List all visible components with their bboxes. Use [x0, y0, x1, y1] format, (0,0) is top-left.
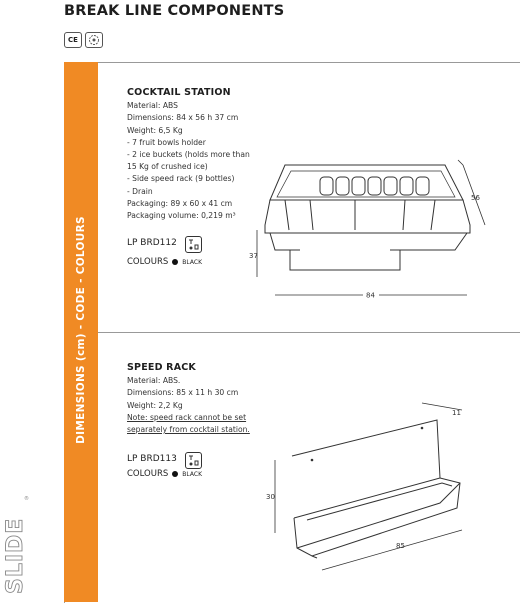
certification-marks [64, 32, 103, 48]
colours-label: COLOURS [127, 469, 169, 479]
svg-text:®: ® [24, 496, 29, 502]
product-code: LP BRD113 [127, 454, 177, 464]
cocktail-station-drawing [245, 155, 495, 305]
product-pictogram-icon [185, 452, 202, 469]
product-pictogram-icon [185, 236, 202, 253]
spec-line: - Drain [127, 186, 153, 196]
spec-line: Dimensions: 84 x 56 h 37 cm [127, 113, 239, 123]
spec-line: Material: ABS [127, 101, 178, 111]
product-speed-rack [127, 362, 250, 436]
brand-logo [0, 490, 30, 599]
colours-label: COLOURS [127, 257, 169, 267]
note-line: Note: speed rack cannot be set [127, 412, 247, 422]
colour-swatch-black [172, 259, 178, 265]
spec-line: Material: ABS. [127, 376, 181, 386]
spec-line: Dimensions: 85 x 11 h 30 cm [127, 388, 239, 398]
dim-depth-label: 11 [452, 409, 461, 417]
colour-name: BLACK [182, 258, 203, 266]
spec-line: - 7 fruit bowls holder [127, 137, 206, 147]
spec-line: Weight: 6,5 Kg [127, 125, 183, 135]
svg-text:SLIDE: SLIDE [3, 517, 28, 594]
dim-height-label: 37 [249, 252, 258, 260]
product-name: SPEED RACK [127, 362, 196, 373]
colours-row [127, 257, 202, 267]
dim-depth-label: 56 [471, 194, 480, 202]
spec-line: 15 Kg of crushed ice) [127, 162, 208, 172]
spec-line: Packaging volume: 0,219 m³ [127, 211, 236, 221]
note-line: separately from cocktail station. [127, 425, 250, 435]
section-divider [98, 332, 520, 333]
colour-swatch-black [172, 471, 178, 477]
speed-rack-drawing [262, 398, 482, 583]
dim-width-label: 85 [396, 542, 405, 550]
colours-row [127, 469, 202, 479]
dim-width-label: 84 [366, 291, 375, 300]
ce-mark-icon: CE [64, 32, 82, 48]
colour-name: BLACK [182, 470, 203, 478]
spec-line: - Side speed rack (9 bottles) [127, 174, 235, 184]
recycle-mark-icon [85, 32, 103, 48]
product-cocktail-station [127, 87, 250, 222]
spec-line: - 2 ice buckets (holds more than [127, 150, 250, 160]
sidebar-label: DIMENSIONS (cm) - CODE - COLOURS [75, 216, 87, 444]
product-code: LP BRD112 [127, 238, 177, 248]
spec-line: Packaging: 89 x 60 x 41 cm [127, 198, 233, 208]
product-name: COCKTAIL STATION [127, 87, 231, 98]
dim-height-label: 30 [266, 493, 275, 501]
spec-line: Weight: 2,2 Kg [127, 400, 183, 410]
page-title: BREAK LINE COMPONENTS [64, 3, 285, 19]
